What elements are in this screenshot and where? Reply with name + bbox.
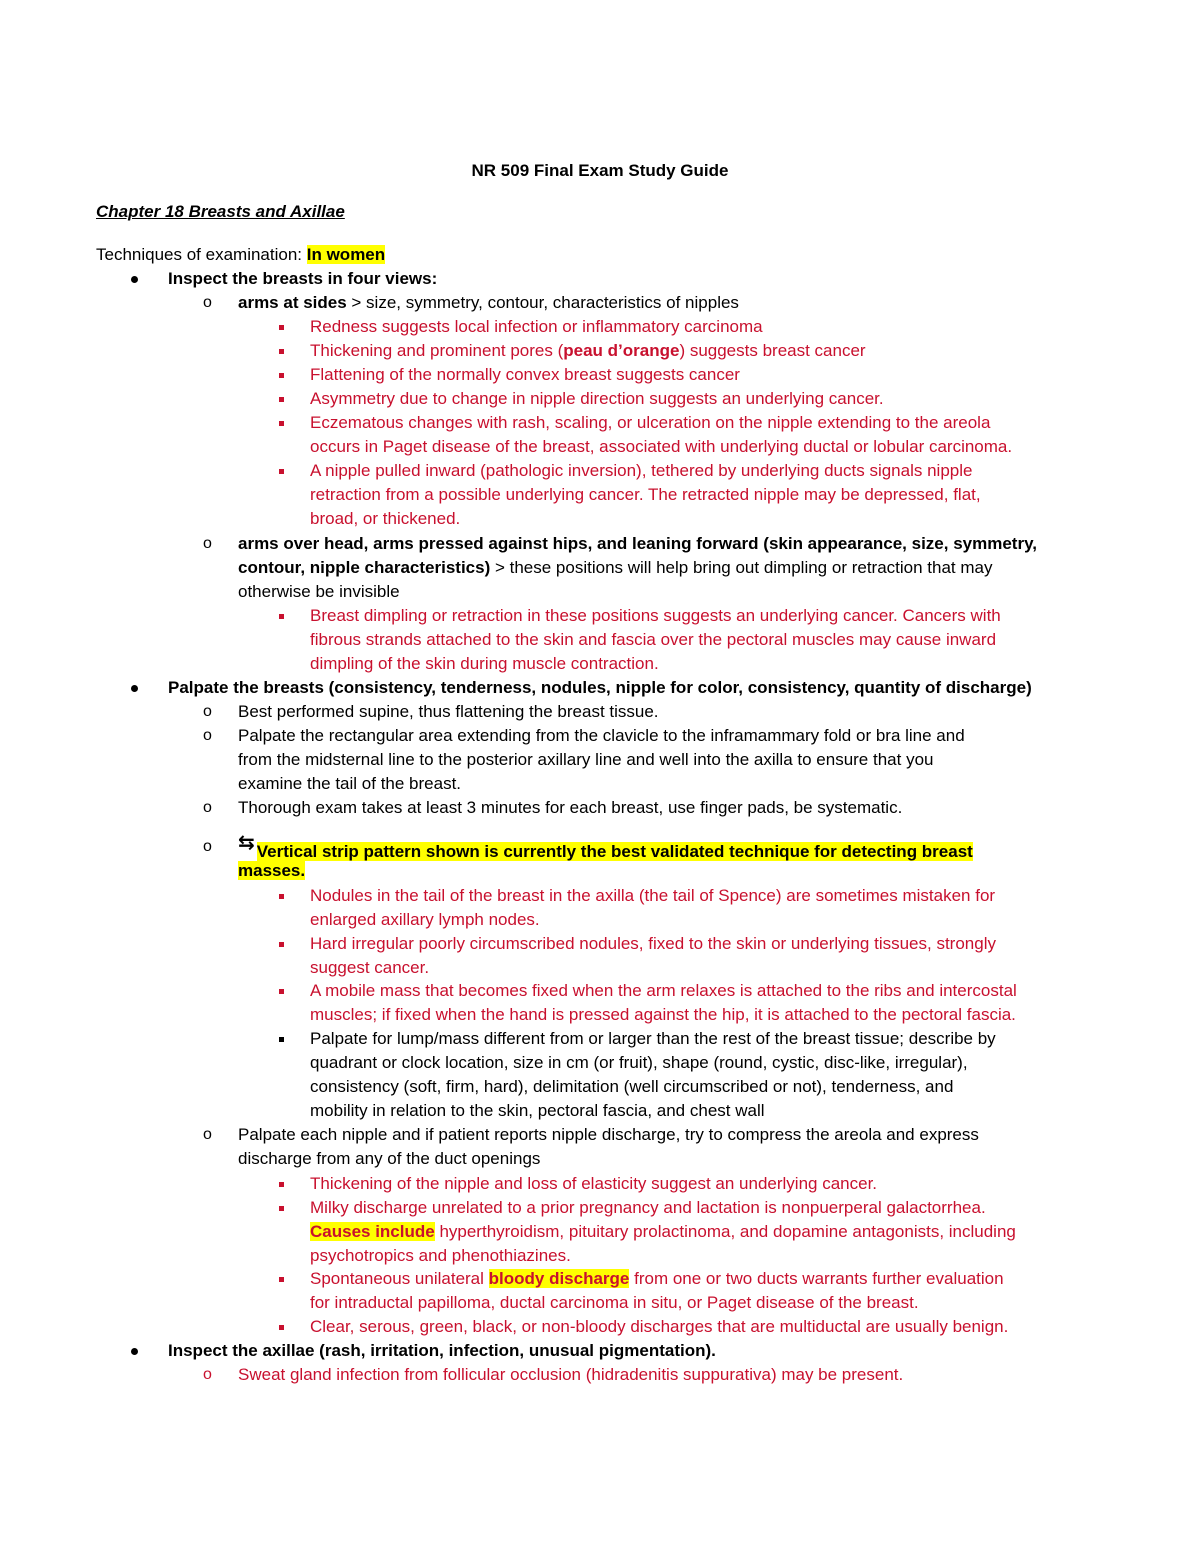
finding-retraction-2: retraction from a possible underlying cancer. The retracted nipple may be depressed, flat, [310,485,981,504]
spontaneous-pre: Spontaneous unilateral [310,1269,489,1288]
nodules-mobile-1: A mobile mass that becomes fixed when the arm relaxes is attached to the ribs and intercostal [310,981,1017,1000]
inspect-four-views: Inspect the breasts in four views: [168,269,438,288]
spontaneous-2: for intraductal papilloma, ductal carcinoma in situ, or Paget disease of the breast. [310,1293,919,1312]
square-bullet [279,1325,284,1330]
dimpling-3: dimpling of the skin during muscle contraction. [310,654,659,673]
vertical-strip-text: Vertical strip pattern shown is currently the best validated technique for detecting breast [256,842,973,861]
spontaneous-post: from one or two ducts warrants further evaluation [629,1269,1004,1288]
vertical-strip-2 [238,860,305,882]
bullet-dot [131,276,138,283]
sub-bullet-marker: o [203,838,212,855]
palpate-area-3: examine the tail of the breast. [238,774,462,793]
finding-flattening: Flattening of the normally convex breast suggests cancer [310,365,740,384]
lump-1: Palpate for lump/mass different from or larger than the rest of the breast tissue; describe by [310,1029,996,1048]
dimpling-1: Breast dimpling or retraction in these positions suggests an underlying cancer. Cancers with [310,606,1001,625]
finding-redness: Redness suggests local infection or inflammatory carcinoma [310,317,763,336]
nodules-tail-1: Nodules in the tail of the breast in the axilla (the tail of Spence) are sometimes mistaken for [310,886,996,905]
vertical-strip-1 [238,832,973,863]
arms-over-head-rest: > these positions will help bring out dimpling or retraction that may [490,558,993,577]
finding-retraction-3: broad, or thickened. [310,509,461,528]
square-bullet [279,469,284,474]
square-bullet [279,1277,284,1282]
square-bullet [279,1037,284,1042]
arms-over-head-3: otherwise be invisible [238,582,400,601]
sub-bullet-marker: o [203,1126,212,1143]
vertical-strip-arrow-icon: ⇆ [238,832,255,854]
square-bullet [279,397,284,402]
arms-at-sides-rest: > size, symmetry, contour, characteristics of nipples [346,293,739,312]
square-bullet [279,1182,284,1187]
lump-4: mobility in relation to the skin, pectoral fascia, and chest wall [310,1101,765,1120]
palpate-area-2: from the midsternal line to the posterior axillary line and well into the axilla to ensure that you [238,750,934,769]
finding-eczema-1: Eczematous changes with rash, scaling, or ulceration on the nipple extending to the areola [310,413,991,432]
finding-thickening [310,340,866,362]
causes-include-highlight: Causes include [310,1222,435,1241]
arms-over-head-1: arms over head, arms pressed against hips, and leaning forward (skin appearance, size, symmetry, [238,534,1037,553]
milky-1: Milky discharge unrelated to a prior pregnancy and lactation is nonpuerperal galactorrhea. [310,1198,986,1217]
clear-discharge: Clear, serous, green, black, or non-bloody discharges that are multiductal are usually benign. [310,1317,1009,1336]
chapter-heading: Chapter 18 Breasts and Axillae [96,202,345,221]
sub-bullet-marker: o [203,799,212,816]
palpate-supine: Best performed supine, thus flattening the breast tissue. [238,702,659,721]
arms-at-sides-bold: arms at sides [238,293,347,312]
bloody-discharge-highlight: bloody discharge [488,1269,630,1288]
milky-2-rest: hyperthyroidism, pituitary prolactinoma, and dopamine antagonists, including [434,1222,1016,1241]
palpate-header: Palpate the breasts (consistency, tenderness, nodules, nipple for color, consistency, quantity of discharge) [168,678,1032,697]
square-bullet [279,989,284,994]
nipple-1: Palpate each nipple and if patient reports nipple discharge, try to compress the areola and express [238,1125,979,1144]
sub-bullet-marker: o [203,703,212,720]
nodules-mobile-2: muscles; if fixed when the hand is pressed against the hip, it is attached to the pectoral fascia. [310,1005,1016,1024]
square-bullet [279,325,284,330]
sub-bullet-marker: o [203,535,212,552]
dimpling-2: fibrous strands attached to the skin and fascia over the pectoral muscles may cause inward [310,630,997,649]
thickening-pre: Thickening and prominent pores ( [310,341,564,360]
sweat-gland: Sweat gland infection from follicular occlusion (hidradenitis suppurativa) may be present. [238,1365,904,1384]
arms-at-sides [238,292,739,314]
nipple-thick: Thickening of the nipple and loss of elasticity suggest an underlying cancer. [310,1174,878,1193]
sub-bullet-marker: o [203,727,212,744]
square-bullet [279,1206,284,1211]
thickening-post: ) suggests breast cancer [679,341,866,360]
lump-2: quadrant or clock location, size in cm (or fruit), shape (round, cystic, disc-like, irregular), [310,1053,968,1072]
milky-3: psychotropics and phenothiazines. [310,1246,571,1265]
milky-2 [310,1221,1016,1243]
nodules-hard-2: suggest cancer. [310,958,430,977]
arms-over-head-bold: contour, nipple characteristics) [238,558,491,577]
lump-3: consistency (soft, firm, hard), delimitation (well circumscribed or not), tenderness, and [310,1077,954,1096]
palpate-thorough: Thorough exam takes at least 3 minutes for each breast, use finger pads, be systematic. [238,798,903,817]
bullet-dot [131,1348,138,1355]
nodules-tail-2: enlarged axillary lymph nodes. [310,910,540,929]
finding-eczema-2: occurs in Paget disease of the breast, associated with underlying ductal or lobular carcinoma. [310,437,1013,456]
techniques-prefix: Techniques of examination: [96,245,307,264]
square-bullet [279,421,284,426]
axillae-header: Inspect the axillae (rash, irritation, infection, unusual pigmentation). [168,1341,716,1360]
nipple-2: discharge from any of the duct openings [238,1149,541,1168]
square-bullet [279,942,284,947]
bullet-dot [131,685,138,692]
spontaneous-1 [310,1268,1004,1290]
nodules-hard-1: Hard irregular poorly circumscribed nodules, fixed to the skin or underlying tissues, strongly [310,934,996,953]
finding-retraction-1: A nipple pulled inward (pathologic inversion), tethered by underlying ducts signals nipple [310,461,973,480]
arms-over-head-2 [238,557,992,579]
sub-bullet-marker: o [203,294,212,311]
square-bullet [279,614,284,619]
square-bullet [279,349,284,354]
square-bullet [279,894,284,899]
techniques-line [96,244,385,266]
peau-dorange: peau d’orange [563,341,680,360]
page-title: NR 509 Final Exam Study Guide [471,161,729,180]
masses-text: masses. [238,861,306,880]
palpate-area-1: Palpate the rectangular area extending from the clavicle to the inframammary fold or bra line and [238,726,965,745]
finding-asymmetry: Asymmetry due to change in nipple direction suggests an underlying cancer. [310,389,884,408]
in-women-highlight: In women [306,245,386,264]
square-bullet [279,373,284,378]
sub-bullet-marker: o [203,1366,212,1383]
